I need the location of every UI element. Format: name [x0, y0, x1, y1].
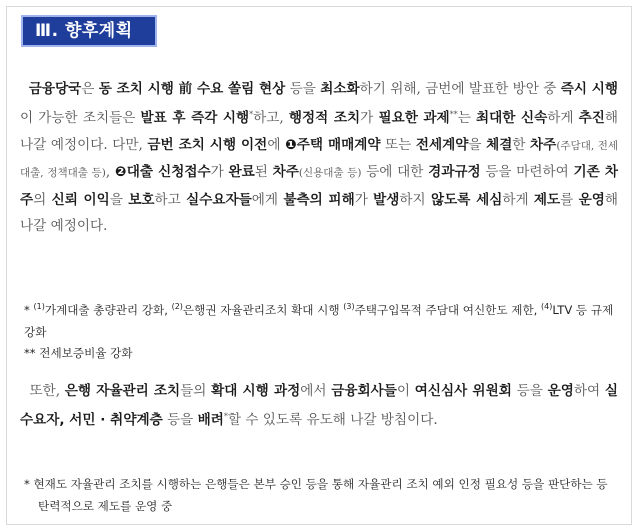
text: (신용대출 등): [298, 167, 362, 180]
text: 완료: [228, 164, 255, 181]
text: 추진: [578, 110, 605, 127]
footnote-2: ** 전세보증비율 강화: [24, 346, 133, 361]
text: 발표 후 즉각 시행: [140, 110, 250, 127]
text: 등에 대한: [361, 164, 429, 181]
text: 은행 자율관리 조치: [64, 383, 181, 399]
text: 전세계약: [415, 136, 469, 153]
text: 기존 차주: [20, 164, 618, 208]
text: ❷대출 신청접수: [114, 164, 211, 181]
text: 을: [109, 191, 129, 208]
text: 하고: [154, 191, 187, 208]
text: 실수요자들: [186, 191, 252, 208]
footnote-3: * 현재도 자율관리 조치를 시행하는 은행들은 본부 승인 등을 통해 자율관리 조치 예외 인정 필요성 등을 판단하는 등 탄력적으로 제도를 운영 중: [24, 477, 608, 513]
paragraph-main: [20, 76, 618, 239]
text: 해 나갈 예정이다. 다만,: [20, 110, 619, 153]
text: 동 조치 시행 前 수요 쏠림 현상: [98, 81, 286, 97]
text: 제도: [533, 191, 561, 208]
text: 보호: [128, 191, 155, 208]
footnote-mark: *: [249, 110, 254, 120]
footnote-mark: *: [223, 412, 228, 422]
text: 운영: [578, 191, 605, 208]
text: 는: [457, 110, 476, 127]
text: 경과규정: [428, 164, 481, 181]
text: 등을: [285, 81, 321, 97]
text: 금융당국: [28, 81, 82, 97]
text: 을: [468, 136, 487, 153]
section-title: Ⅲ. 향후계획: [21, 15, 157, 47]
text: 하여: [573, 383, 605, 399]
text: 운영: [547, 383, 574, 399]
text: 의: [33, 191, 52, 208]
footnote-mark: **: [449, 110, 458, 120]
text: 이 가능한 조치들은: [20, 110, 141, 127]
text: 여신심사 위원회: [414, 383, 512, 399]
text: 하지: [399, 191, 431, 208]
text: 배려: [197, 412, 224, 429]
text: 된: [254, 164, 273, 181]
text: 들의: [180, 383, 212, 399]
text: 불측의 피해: [283, 191, 355, 208]
paragraph-second: [20, 378, 618, 434]
text: 등을 마련하여: [480, 164, 574, 181]
text: 가: [360, 110, 379, 127]
text: 금융회사들: [331, 383, 397, 399]
text: 은행권 자율관리조치 확대 시행: [182, 303, 344, 317]
text: 가계대출 총량관리 강화,: [44, 303, 172, 317]
footnotes-2: [24, 474, 616, 517]
text: 최소화: [320, 81, 360, 97]
footnote-mark: (1): [33, 302, 45, 311]
text: 차주: [530, 136, 557, 153]
text: 확대 시행 과정: [211, 383, 301, 399]
footnote-mark: (2): [171, 302, 183, 311]
text: 은: [81, 81, 99, 97]
footnote-1: [24, 303, 613, 339]
text: 또는: [380, 136, 416, 153]
text: 하게: [547, 110, 579, 127]
text: 에: [267, 136, 285, 153]
text: LTV 등 규제 강화: [24, 303, 614, 339]
text: 해 나갈 예정이다.: [20, 191, 619, 235]
text: 실수요자, 서민 · 취약계층: [20, 383, 618, 429]
text: 한: [512, 136, 531, 153]
text: 에서: [300, 383, 332, 399]
text: 발생: [373, 191, 400, 208]
text: 가: [210, 164, 229, 181]
text: 신뢰 이익: [51, 191, 110, 208]
text: 하게: [502, 191, 534, 208]
text: ,: [105, 164, 115, 181]
text: 하기 위해, 금번에 발표한 방안 중: [359, 81, 561, 97]
text: 등을: [162, 412, 198, 429]
text: 가: [354, 191, 374, 208]
text: 행정적 조치: [288, 110, 361, 127]
text: 최대한 신속: [475, 110, 548, 127]
text: 에게: [251, 191, 284, 208]
text: 할 수 있도록 유도해 나갈 방침이다.: [227, 412, 438, 429]
text: (주담대, 전세대출, 정책대출 등): [20, 139, 619, 180]
text: 를: [560, 191, 579, 208]
text: 즉시 시행: [560, 81, 618, 97]
footnotes-1: [24, 296, 616, 365]
text: 금번 조치 시행 이전: [147, 136, 268, 153]
text: 필요한 과제: [378, 110, 450, 127]
text: 차주: [272, 164, 299, 181]
text: 등을: [511, 383, 548, 399]
footnote-mark: (4): [541, 302, 553, 311]
text: 않도록 세심: [430, 191, 503, 208]
footnote-mark: (3): [343, 302, 355, 311]
text: ❶주택 매매계약: [285, 136, 381, 153]
text: 이: [396, 383, 415, 399]
text: *: [24, 303, 34, 317]
text: 또한,: [29, 383, 65, 399]
text: 하고,: [253, 110, 289, 127]
text: 주택구입목적 주담대 여신한도 제한,: [354, 303, 542, 317]
text: 체결: [486, 136, 513, 153]
